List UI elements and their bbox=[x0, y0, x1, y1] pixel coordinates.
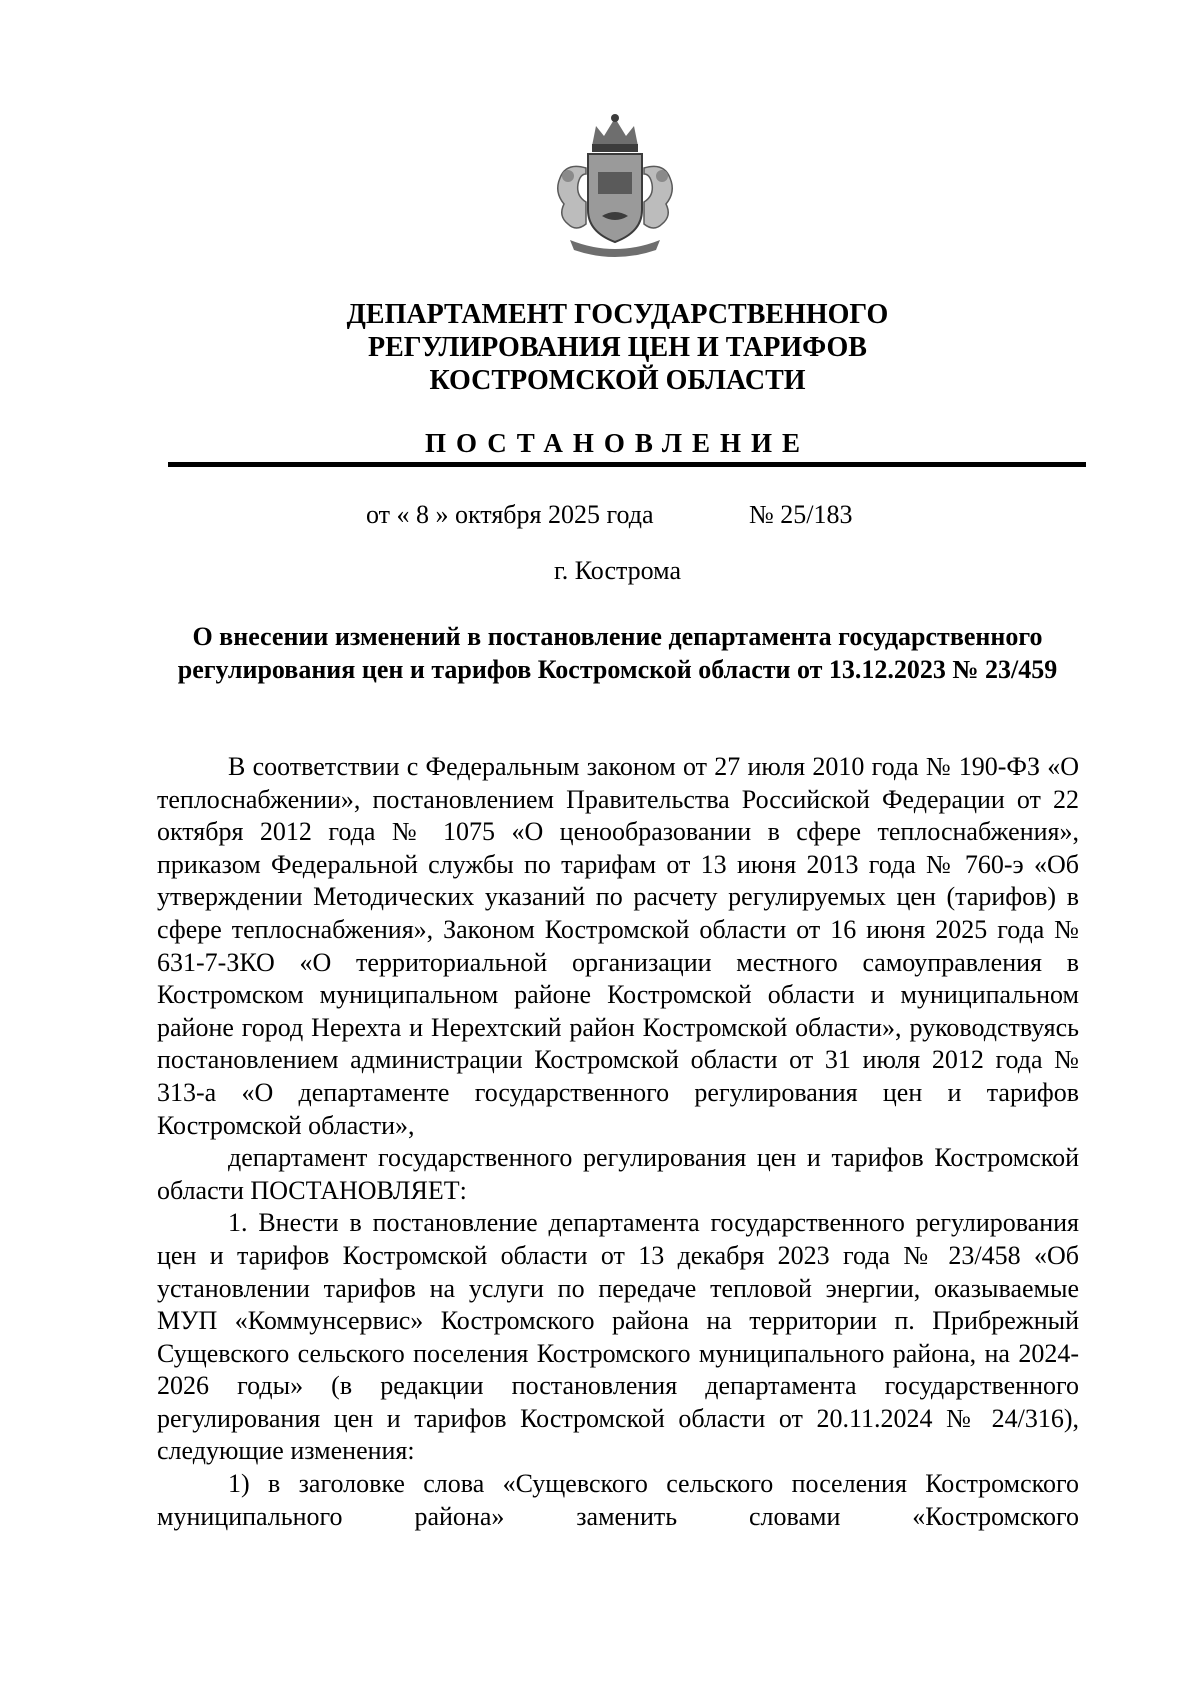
document-title-line: О внесении изменений в постановление департамента государственного bbox=[192, 622, 1043, 651]
document-body bbox=[157, 751, 1079, 1533]
body-paragraph: 1) в заголовке слова «Сущевского сельского поселения Костромского муниципального района» заменить словами «Костромского bbox=[157, 1469, 1079, 1531]
document-number: № 25/183 bbox=[749, 500, 853, 529]
document-date: от « 8 » октября 2025 года bbox=[366, 500, 654, 529]
coat-of-arms-icon bbox=[540, 112, 690, 262]
department-name-line: РЕГУЛИРОВАНИЯ ЦЕН И ТАРИФОВ bbox=[368, 332, 867, 363]
department-name-line: ДЕПАРТАМЕНТ ГОСУДАРСТВЕННОГО bbox=[346, 299, 889, 330]
document-type-heading: ПОСТАНОВЛЕНИЕ bbox=[424, 428, 811, 458]
body-paragraph: В соответствии с Федеральным законом от 27 июля 2010 года № 190-ФЗ «О теплоснабжении», постановлением Правительства Российской Федерации от 22 октября 2012 года № 1075 «О ценообразовании в сфере теплоснабжения», приказом Федеральной службы по тарифам от 13 июня 2013 года № 760-э «Об утверждении Методических указаний по расчету регулируемых цен (тарифов) в сфере теплоснабжения», Законом Костромской области от 16 июня 2025 года № 631-7-ЗКО «О территориальной организации местного самоуправления в Костромском муниципальном районе Костромской области и муниципальном районе город Нерехта и Нерехтский район Костромской области», руководствуясь постановлением администрации Костромской области от 31 июля 2012 года № 313-а «О департаменте государственного регулирования цен и тарифов Костромской области», bbox=[157, 752, 1079, 1140]
department-name-line: КОСТРОМСКОЙ ОБЛАСТИ bbox=[429, 365, 806, 396]
header-divider bbox=[168, 462, 1086, 467]
body-paragraph: департамент государственного регулирования цен и тарифов Костромской области ПОСТАНОВЛЯЕТ: bbox=[157, 1143, 1079, 1205]
document-title-line: регулирования цен и тарифов Костромской области от 13.12.2023 № 23/459 bbox=[177, 655, 1058, 684]
department-name bbox=[150, 298, 1085, 397]
document-title bbox=[150, 620, 1085, 686]
document-city: г. Кострома bbox=[554, 556, 681, 585]
body-paragraph: 1. Внести в постановление департамента государственного регулирования цен и тарифов Костромской области от 13 декабря 2023 года № 23/458 «Об установлении тарифов на услуги по передаче тепловой энергии, оказываемые МУП «Коммунсервис» Костромского района на территории п. Прибрежный Сущевского сельского поселения Костромского муниципального района, на 2024-2026 годы» (в редакции постановления департамента государственного регулирования цен и тарифов Костромской области от 20.11.2024 № 24/316), следующие изменения: bbox=[157, 1208, 1079, 1466]
coat-of-arms-graphic bbox=[558, 114, 673, 257]
